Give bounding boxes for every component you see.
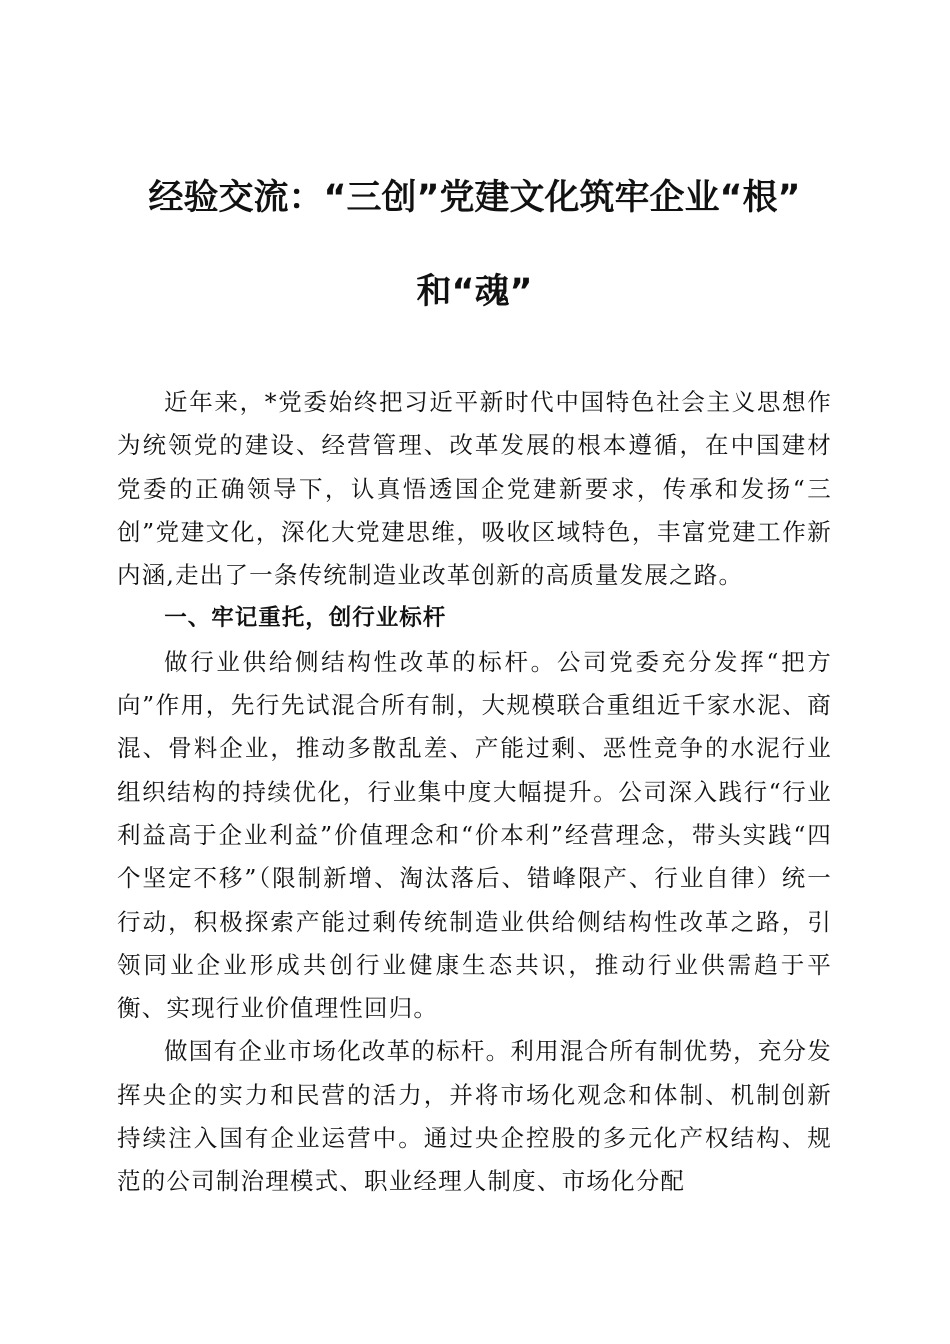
section-heading: 一、牢记重托，创行业标杆	[164, 605, 447, 632]
document-page	[117, 128, 832, 1204]
title-line-1: 经验交流：“三创”党建文化筑牢企业“根”	[148, 178, 801, 218]
intro-paragraph: 近年来，*党委始终把习近平新时代中国特色社会主义思想作为统领党的建设、经营管理、改革发展的根本遵循，在中国建材党委的正确领导下，认真悟透国企党建新要求，传承和发扬“三创”党建文化，深化大党建思维，吸收区域特色，丰富党建工作新内涵,走出了一条传统制造业改革创新的高质量发展之路。	[117, 388, 832, 590]
body-paragraph: 做国有企业市场化改革的标杆。利用混合所有制优势，充分发挥央企的实力和民营的活力，并将市场化观念和体制、机制创新持续注入国有企业运营中。通过央企控股的多元化产权结构、规范的公司制治理模式、职业经理人制度、市场化分配	[117, 1037, 832, 1196]
document-title	[117, 128, 832, 363]
title-line-2: 和“魂”	[416, 272, 533, 312]
body-paragraph: 做行业供给侧结构性改革的标杆。公司党委充分发挥“把方向”作用，先行先试混合所有制，大规模联合重组近千家水泥、商混、骨料企业，推动多散乱差、产能过剩、恶性竞争的水泥行业组织结构的持续优化，行业集中度大幅提升。公司深入践行“行业利益高于企业利益”价值理念和“价本利”经营理念，带头实践“四个坚定不移”（限制新增、淘汰落后、错峰限产、行业自律）统一行动，积极探索产能过剩传统制造业供给侧结构性改革之路，引领同业企业形成共创行业健康生态共识，推动行业供需趋于平衡、实现行业价值理性回归。	[117, 647, 832, 1023]
document-body	[117, 381, 832, 1204]
